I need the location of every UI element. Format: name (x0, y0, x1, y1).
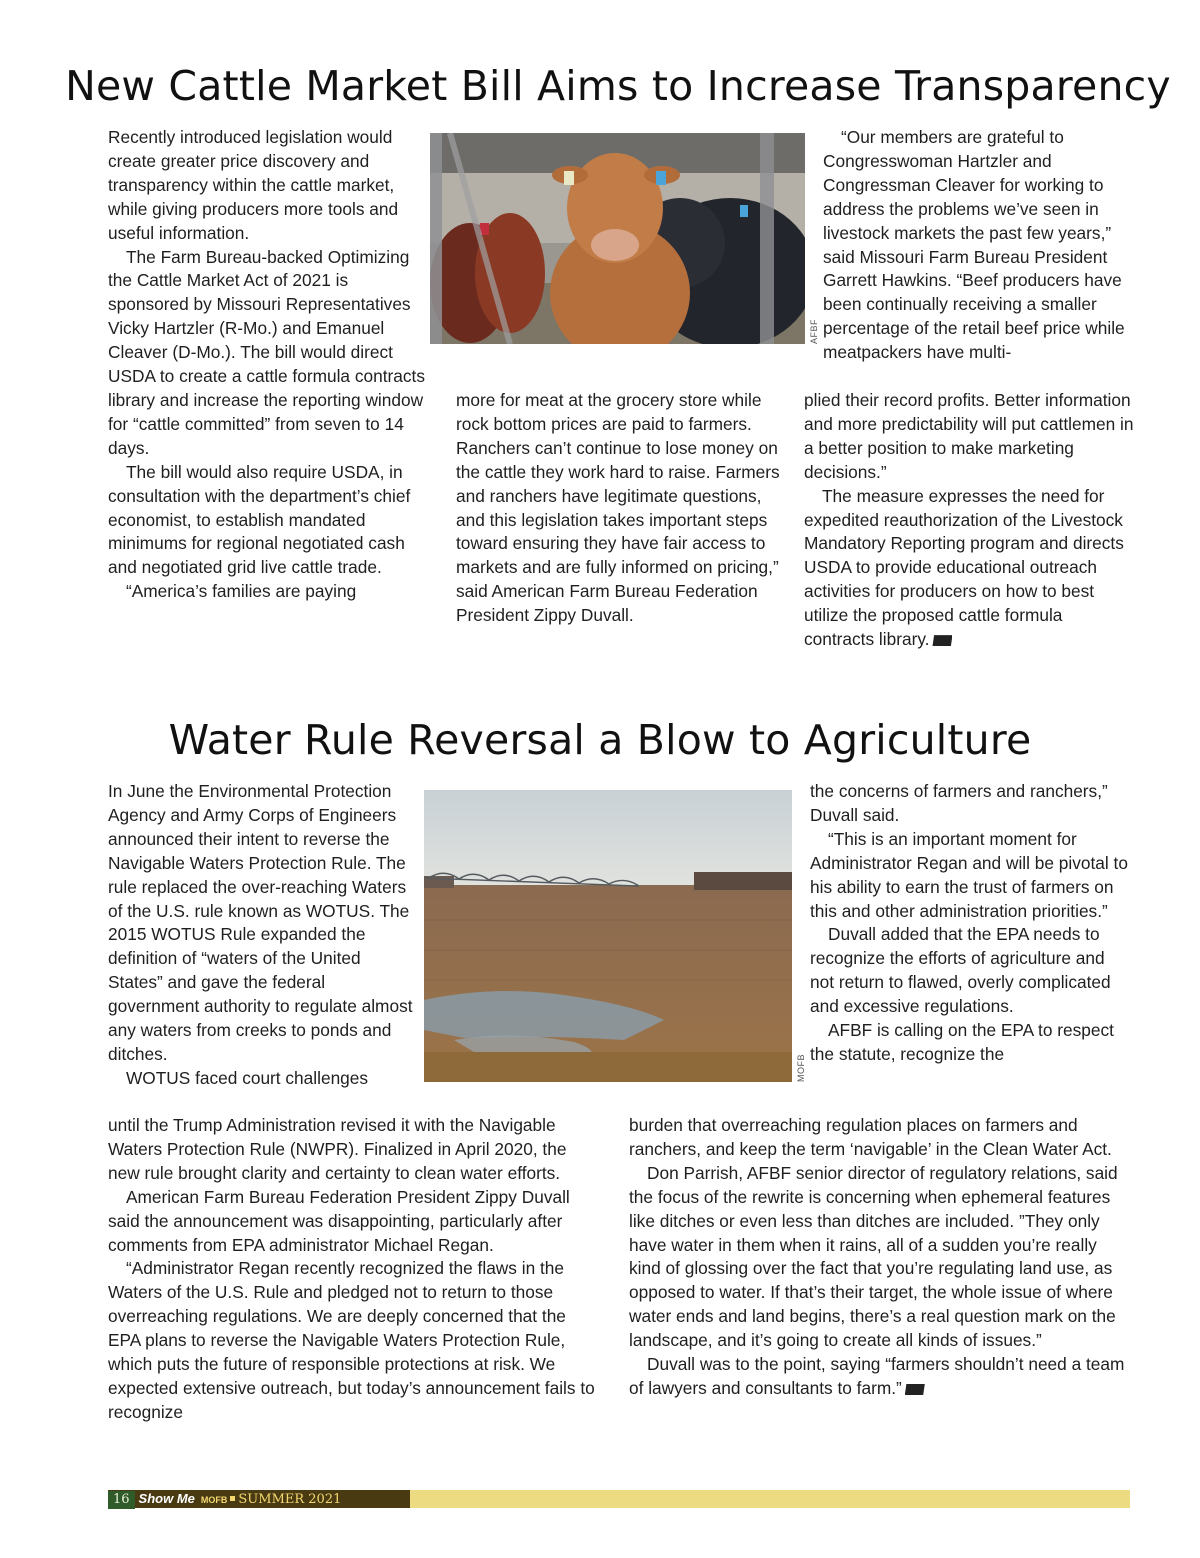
article-1-column-3-bottom (804, 389, 1134, 652)
page-number: 16 (108, 1491, 135, 1509)
paragraph: “Administrator Regan recently recognized the flaws in the Waters of the U.S. Rule and pledged not to return to those overreaching regulations. We are deeply concerned that the EPA plans to reverse the Navigable Waters Protection Rule, which puts the future of responsible protections at risk. We expected extensive outreach, but today’s announcement fails to recognize (108, 1258, 595, 1422)
article-2-left-wide-column (108, 1114, 600, 1425)
paragraph: Recently introduced legislation would create greater price discovery and transparency within the cattle market, while giving producers more tools and useful information. (108, 127, 399, 243)
photo-credit: MOFB (796, 1054, 806, 1082)
footer-bar (108, 1490, 410, 1508)
paragraph: The Farm Bureau-backed Optimizing the Cattle Market Act of 2021 is sponsored by Missouri Representatives Vicky Hartzler (R-Mo.) and Emanuel Cleaver (D-Mo.). The bill would direct USDA to create a cattle formula contracts library and increase the reporting window for “cattle committed” from seven to 14 days. (108, 246, 425, 458)
square-bullet-icon (230, 1496, 235, 1501)
article-1-column-3-top (823, 126, 1135, 365)
end-mark-icon (905, 1384, 925, 1395)
paragraph: The bill would also require USDA, in consultation with the department’s chief economist, to establish mandated minimums for regional negotiated cash and negotiated grid live cattle trade. (108, 461, 411, 578)
paragraph: the concerns of farmers and ranchers,” Duvall said. (810, 781, 1108, 825)
article-2-title: Water Rule Reversal a Blow to Agriculture (168, 716, 1032, 764)
cattle-photo-image (430, 133, 805, 344)
publisher-logo: MOFB (200, 1495, 228, 1505)
footer-rule (410, 1490, 1130, 1508)
paragraph (629, 1353, 1129, 1401)
cattle-photo (430, 133, 805, 344)
paragraph: “Our members are grateful to Congresswoman Hartzler and Congressman Cleaver for working to address the problems we’ve seen in livestock markets the past few years,” said Missouri Farm Bureau President Garrett Hawkins. “Beef producers have been continually receiving a smaller percentage of the retail beef price while meatpackers have multi- (823, 127, 1125, 363)
paragraph: In June the Environmental Protection Agency and Army Corps of Engineers announced their intent to reverse the Navigable Waters Protection Rule. The rule replaced the over-reaching Waters of the U.S. rule known as WOTUS. The 2015 WOTUS Rule expanded the definition of “waters of the United States” and gave the federal government authority to regulate almost any waters from creeks to ponds and ditches. (108, 781, 413, 1064)
article-2-column-3 (810, 780, 1132, 1067)
paragraph: AFBF is calling on the EPA to respect the statute, recognize the (810, 1020, 1114, 1064)
issue-label: SUMMER 2021 (238, 1492, 342, 1507)
paragraph: “This is an important moment for Administrator Regan and will be pivotal to his ability to earn the trust of farmers on this and other administration priorities.” (810, 828, 1128, 921)
article-2-column-1 (108, 780, 414, 1091)
paragraph: until the Trump Administration revised it with the Navigable Waters Protection Rule (NWPR). Finalized in April 2020, the new rule brought clarity and certainty to clean water efforts. (108, 1115, 567, 1183)
paragraph: burden that overreaching regulation places on farmers and ranchers, and keep the term ‘navigable’ in the Clean Water Act. (629, 1115, 1112, 1159)
paragraph: American Farm Bureau Federation President Zippy Duvall said the announcement was disappointing, particularly after comments from EPA administrator Michael Regan. (108, 1186, 570, 1255)
paragraph: more for meat at the grocery store while rock bottom prices are paid to farmers. Ranchers can’t continue to lose money on the cattle they work hard to raise. Farmers and ranchers have legitimate questions, and this legislation takes important steps toward ensuring they have fair access to markets and are fully informed on pricing,” said American Farm Bureau Federation President Zippy Duvall. (456, 390, 780, 626)
photo-credit: AFBF (809, 318, 819, 344)
article-1-title: New Cattle Market Bill Aims to Increase Transparency (65, 62, 1171, 110)
field-photo-image (424, 790, 792, 1082)
paragraph: “America’s families are paying (126, 581, 357, 602)
article-1-column-1 (108, 126, 432, 604)
paragraph: Don Parrish, AFBF senior director of regulatory relations, said the focus of the rewrite is concerning when ephemeral features like ditches or even less than ditches are included. ”They only have water in them when it rains, all of a sudden you’re really kind of glossing over the fact that you’re regulating land use, as opposed to water. If that’s their target, the whole issue of where water ends and land begins, there’s a real question mark on the landscape, and it’s going to create all kinds of issues.” (629, 1162, 1118, 1351)
paragraph: plied their record profits. Better information and more predictability will put cattlemen in a better position to make marketing decisions.” (804, 390, 1134, 482)
field-photo (424, 790, 792, 1082)
paragraph: WOTUS faced court challenges (126, 1067, 369, 1088)
article-2-right-wide-column (629, 1114, 1129, 1401)
paragraph (804, 485, 1134, 652)
article-1-column-2 (456, 389, 786, 628)
end-mark-icon (932, 635, 952, 646)
paragraph-text: The measure expresses the need for expedited reauthorization of the Livestock Mandatory Reporting program and directs USDA to provide educational outreach activities for producers on how to best utilize the proposed cattle formula contracts library. (804, 485, 1124, 650)
magazine-brand: Show Me (138, 1491, 195, 1506)
paragraph-text: Duvall was to the point, saying “farmers shouldn’t need a team of lawyers and consultants to farm.” (629, 1354, 1125, 1398)
paragraph: Duvall added that the EPA needs to recognize the efforts of agriculture and not return to flawed, overly complicated and excessive regulations. (810, 924, 1111, 1017)
